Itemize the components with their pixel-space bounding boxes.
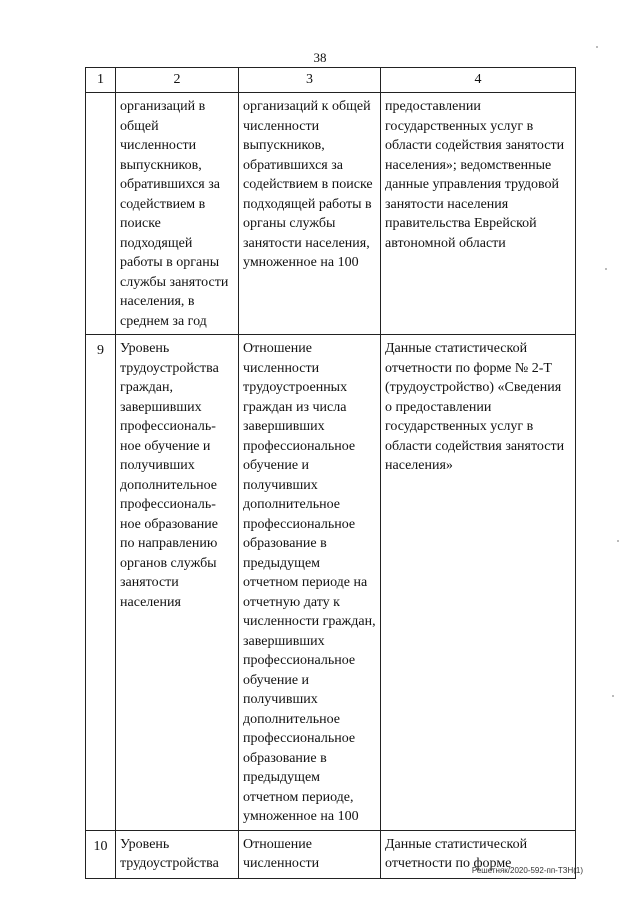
scan-speck bbox=[596, 46, 598, 48]
column-header-3: 3 bbox=[239, 68, 381, 93]
table-row bbox=[86, 93, 576, 335]
page-number: 38 bbox=[313, 50, 327, 65]
document-footer-code: Решетняк/2020-592-пп-ТЗН(1) bbox=[471, 866, 583, 875]
calculation-method-cell: Отношение численности трудоустроенных граждан из числа завершивших профессиональное обучение и получивших дополнительное профессиональное образование в предыдущем отчетном периоде на отчетную дату к численности граждан, завершивших профессиональное обучение и получивших дополнительное профессиональное образование в предыдущем отчетном периоде, умноженное на 100 bbox=[239, 335, 381, 831]
table-header-row bbox=[86, 68, 576, 93]
indicator-name-cell: Уровень трудоустройства граждан, завершивших профессиональ-ное обучение и получивших дополнительное профессиональ-ное образование по направлению органов службы занятости населения bbox=[116, 335, 239, 831]
row-number: 10 bbox=[86, 830, 116, 878]
data-source-cell: Данные статистической отчетности по форме bbox=[381, 830, 576, 878]
data-source-cell: Данные статистической отчетности по форме № 2-Т (трудоустройство) «Сведения о предоставлении государственных услуг в области содействия занятости населения» bbox=[381, 335, 576, 831]
indicator-name-cell: Уровень трудоустройства bbox=[116, 830, 239, 878]
calculation-method-cell: организаций к общей численности выпускников, обратившихся за содействием в поиске подходящей работы в органы службы занятости населения, умноженное на 100 bbox=[239, 93, 381, 335]
scan-speck bbox=[617, 540, 619, 542]
column-header-1: 1 bbox=[86, 68, 116, 93]
indicators-table bbox=[85, 67, 576, 879]
data-source-cell: предоставлении государственных услуг в области содействия занятости населения»; ведомственные данные управления трудовой занятости населения правительства Еврейской автономной области bbox=[381, 93, 576, 335]
scan-speck bbox=[612, 695, 614, 697]
scan-speck bbox=[605, 268, 607, 270]
column-header-4: 4 bbox=[381, 68, 576, 93]
calculation-method-cell: Отношение численности bbox=[239, 830, 381, 878]
row-number: 9 bbox=[86, 335, 116, 831]
indicator-name-cell: организаций в общей численности выпускников, обратившихся за содействием в поиске подходящей работы в органы службы занятости населения, в среднем за год bbox=[116, 93, 239, 335]
column-header-2: 2 bbox=[116, 68, 239, 93]
table-row bbox=[86, 335, 576, 831]
row-number bbox=[86, 93, 116, 335]
